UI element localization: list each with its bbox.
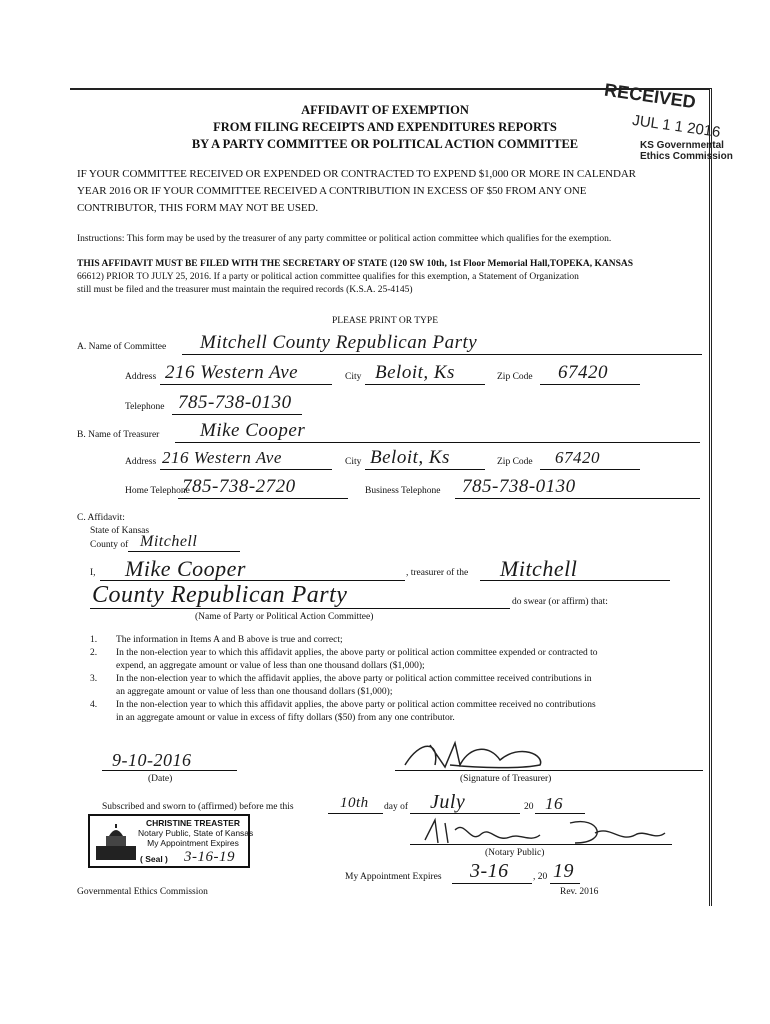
item-number: 3.	[90, 674, 98, 684]
footer-agency: Governmental Ethics Commission	[77, 887, 208, 897]
item-number: 1.	[90, 635, 98, 645]
title-line-3: BY A PARTY COMMITTEE OR POLITICAL ACTION COMMITTEE	[191, 137, 579, 151]
seal-line2: Notary Public, State of Kansas	[138, 828, 254, 838]
print-label: PLEASE PRINT OR TYPE	[331, 316, 438, 326]
year-value[interactable]: 16	[545, 794, 563, 813]
treasurer-city-label: City	[345, 457, 362, 467]
notary-signature	[420, 815, 670, 845]
treasurer-of-value[interactable]: Mitchell	[500, 556, 578, 581]
committee-zip-value[interactable]: 67420	[558, 362, 608, 383]
warning-line: YEAR 2016 OR IF YOUR COMMITTEE RECEIVED A CONTRIBUTION IN EXCESS OF $50 FROM ANY ONE	[77, 185, 587, 197]
notary-caption: (Notary Public)	[485, 848, 545, 858]
subscribed-text: Subscribed and sworn to (affirmed) before me this	[102, 802, 294, 812]
date-value[interactable]: 9-10-2016	[112, 750, 192, 770]
item-text: In the non-election year to which the affidavit applies, the above party or political action committee received contributions in	[116, 674, 592, 684]
treasurer-signature	[400, 735, 550, 771]
business-phone-value[interactable]: 785-738-0130	[462, 476, 576, 497]
i-label: I,	[90, 568, 96, 578]
item-text: In the non-election year to which this affidavit applies, the above party or political action committee expended or contracted to	[116, 648, 598, 658]
item-text: in an aggregate amount or value in excess of fifty dollars ($50) from any one contributor.	[116, 713, 455, 723]
year-prefix: 20	[524, 802, 534, 812]
item-number: 4.	[90, 700, 98, 710]
day-of-label: day of	[384, 802, 409, 812]
treasurer-name-label: B. Name of Treasurer	[77, 430, 160, 440]
seal-line3: My Appointment Expires	[147, 838, 239, 848]
affiant-name-value[interactable]: Mike Cooper	[125, 556, 246, 581]
treasurer-zip-label: Zip Code	[497, 457, 533, 467]
notary-seal	[88, 814, 254, 868]
treasurer-of-label: , treasurer of the	[406, 568, 469, 578]
expires-label: My Appointment Expires	[345, 872, 442, 882]
committee-name-value[interactable]: Mitchell County Republican Party	[200, 332, 478, 353]
expires-value[interactable]: 3-16	[470, 860, 509, 882]
item-number: 2.	[90, 648, 98, 658]
seal-label: ( Seal )	[140, 854, 168, 864]
item-text: expend, an aggregate amount or value of less than one thousand dollars ($1,000);	[116, 661, 425, 671]
treasurer-zip-value[interactable]: 67420	[555, 448, 600, 467]
committee-phone-value[interactable]: 785-738-0130	[178, 392, 292, 413]
committee-city-value[interactable]: Beloit, Ks	[375, 362, 455, 383]
seal-name: CHRISTINE TREASTER	[146, 818, 240, 828]
committee-zip-label: Zip Code	[497, 372, 533, 382]
item-text: an aggregate amount or value of less than one thousand dollars ($1,000);	[116, 687, 393, 697]
exp-year-prefix: , 20	[533, 872, 548, 882]
home-phone-label: Home Telephone	[125, 486, 190, 496]
stamp-date: JUL 1 1 2016	[631, 111, 722, 142]
day-value[interactable]: 10th	[340, 795, 369, 811]
party-name-value[interactable]: County Republican Party	[92, 582, 348, 608]
home-phone-value[interactable]: 785-738-2720	[182, 476, 296, 497]
treasurer-address-label: Address	[125, 457, 157, 467]
committee-address-label: Address	[125, 372, 157, 382]
month-value[interactable]: July	[430, 791, 466, 813]
warning-line: CONTRIBUTOR, THIS FORM MAY NOT BE USED.	[77, 202, 318, 214]
date-caption: (Date)	[148, 774, 173, 784]
swear-text: do swear (or affirm) that:	[512, 597, 608, 607]
title-line-1: AFFIDAVIT OF EXEMPTION	[301, 103, 469, 117]
treasurer-address-value[interactable]: 216 Western Ave	[162, 448, 282, 467]
item-text: In the non-election year to which this affidavit applies, the above party or political action committee received no contributions	[116, 700, 596, 710]
filing-line: 66612) PRIOR TO JULY 25, 2016. If a party or political action committee qualifies for this exemption, a Statement of Organization	[77, 272, 579, 282]
filing-line: THIS AFFIDAVIT MUST BE FILED WITH THE SECRETARY OF STATE (120 SW 10th, 1st Floor Memorial Hall,TOPEKA, KANSAS	[77, 259, 634, 269]
state-label: State of Kansas	[90, 526, 150, 536]
footer-revision: Rev. 2016	[560, 887, 599, 897]
exp-year-value[interactable]: 19	[553, 860, 574, 882]
capitol-building-icon	[94, 824, 138, 862]
party-caption: (Name of Party or Political Action Committee)	[195, 612, 374, 622]
title-line-2: FROM FILING RECEIPTS AND EXPENDITURES REPORTS	[213, 120, 557, 134]
treasurer-city-value[interactable]: Beloit, Ks	[370, 447, 450, 468]
committee-address-value[interactable]: 216 Western Ave	[165, 362, 299, 383]
county-label: County of	[90, 540, 129, 550]
seal-date: 3-16-19	[184, 849, 235, 865]
stamp-agency: KS Governmental Ethics Commission	[640, 140, 733, 162]
signature-caption: (Signature of Treasurer)	[460, 774, 552, 784]
stamp-received: RECEIVED	[603, 79, 698, 113]
treasurer-name-value[interactable]: Mike Cooper	[200, 420, 306, 441]
affidavit-heading: C. Affidavit:	[77, 513, 125, 523]
committee-phone-label: Telephone	[125, 402, 165, 412]
committee-city-label: City	[345, 372, 362, 382]
county-value[interactable]: Mitchell	[140, 533, 198, 550]
filing-line: still must be filed and the treasurer must maintain the required records (K.S.A. 25-4145)	[77, 285, 413, 295]
warning-line: IF YOUR COMMITTEE RECEIVED OR EXPENDED OR CONTRACTED TO EXPEND $1,000 OR MORE IN CALENDAR	[77, 168, 636, 180]
business-phone-label: Business Telephone	[365, 486, 441, 496]
committee-name-label: A. Name of Committee	[77, 342, 167, 352]
instructions: Instructions: This form may be used by the treasurer of any party committee or political action committee which qualifies for the exemption.	[77, 234, 612, 244]
item-text: The information in Items A and B above is true and correct;	[116, 635, 343, 645]
